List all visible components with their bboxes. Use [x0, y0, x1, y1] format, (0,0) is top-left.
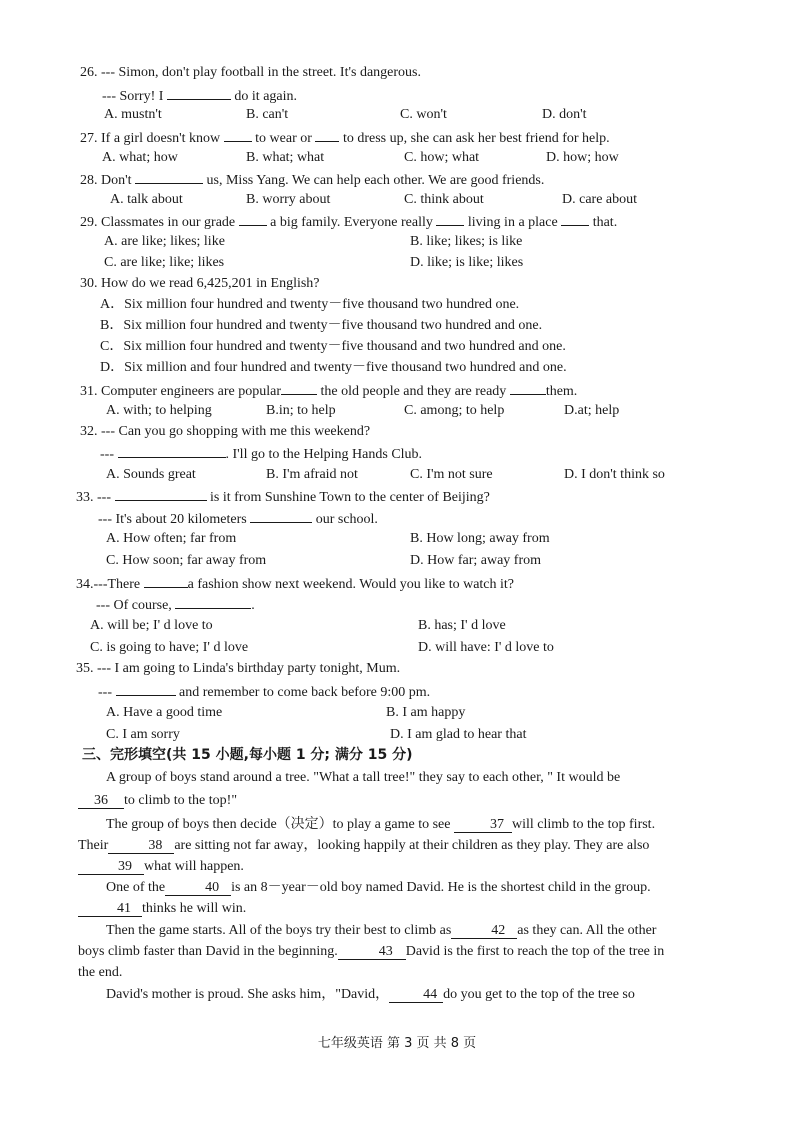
- question-35-reply: --- and remember to come back before 9:00 pm.: [98, 682, 430, 702]
- option-26-d: D. don't: [542, 107, 587, 122]
- option-31-a: A. with; to helping: [106, 403, 212, 418]
- option-26-c: C. won't: [400, 107, 447, 122]
- option-30-c: C．Six million four hundred and twenty－five thousand and two hundred and one.: [100, 339, 566, 354]
- cloze-blank-42: 42: [451, 924, 517, 939]
- cloze-paragraph-4: Then the game starts. All of the boys try their best to climb as 42 as they can. All the other boys climb faster than David in the beginning. 43 David is the first to reach the top of the tree in the end.: [78, 923, 665, 980]
- option-35-c: C. I am sorry: [106, 727, 180, 742]
- option-33-a: A. How often; far from: [106, 531, 237, 546]
- option-35-d: D. I am glad to hear that: [390, 727, 527, 742]
- option-32-d: D. I don't think so: [564, 467, 665, 482]
- option-31-c: C. among; to help: [404, 403, 505, 418]
- question-32-stem: 32. --- Can you go shopping with me this weekend?: [80, 424, 371, 439]
- option-31-d: D.at; help: [564, 403, 620, 418]
- option-32-b: B. I'm afraid not: [266, 467, 358, 482]
- option-34-d: D. will have: I' d love to: [418, 640, 554, 655]
- cloze-blank-43: 43: [338, 945, 406, 960]
- question-33-reply: --- It's about 20 kilometers our school.: [98, 509, 378, 529]
- cloze-blank-38: 38: [108, 839, 174, 854]
- section-title: 三、完形填空(共 15 小题,每小题 1 分; 满分 15 分): [82, 747, 413, 763]
- question-30-stem: 30. How do we read 6,425,201 in English?: [80, 276, 320, 291]
- page-footer: 七年级英语 第 3 页 共 8 页: [317, 1036, 477, 1051]
- option-34-c: C. is going to have; I' d love: [90, 640, 249, 655]
- option-32-c: C. I'm not sure: [410, 467, 493, 482]
- cloze-paragraph-1b: 36 to climb to the top!": [78, 790, 674, 811]
- option-29-d: D. like; is like; likes: [410, 255, 524, 270]
- option-27-d: D. how; how: [546, 150, 619, 165]
- option-29-b: B. like; likes; is like: [410, 234, 523, 249]
- question-29-stem: 29. Classmates in our grade a big family. Everyone really living in a place that.: [80, 212, 617, 232]
- cloze-blank-40: 40: [165, 881, 231, 896]
- option-33-c: C. How soon; far away from: [106, 553, 267, 568]
- option-30-a: A．Six million four hundred and twenty－five thousand two hundred one.: [100, 297, 520, 312]
- cloze-paragraph-2: The group of boys then decide（决定）to play a game to see 37 will climb to the top first. Their 38 are sitting not far away，looking happily at their children as they play. They are also39 what will happen.: [78, 817, 656, 874]
- question-26-stem: 26. --- Simon, don't play football in the street. It's dangerous.: [80, 65, 421, 80]
- question-35-stem: 35. --- I am going to Linda's birthday party tonight, Mum.: [76, 661, 401, 676]
- option-30-b: B．Six million four hundred and twenty－five thousand two hundred and one.: [100, 318, 543, 333]
- option-27-a: A. what; how: [102, 150, 178, 165]
- question-28-stem: 28. Don't us, Miss Yang. We can help each other. We are good friends.: [80, 170, 544, 190]
- question-27-stem: 27. If a girl doesn't know to wear or to dress up, she can ask her best friend for help.: [80, 128, 610, 148]
- cloze-paragraph-3: One of the 40 is an 8－year－old boy named David. He is the shortest child in the group.41 thinks he will win.: [78, 877, 674, 919]
- question-32-reply: --- . I'll go to the Helping Hands Club.: [100, 444, 422, 464]
- question-33-stem: 33. --- is it from Sunshine Town to the center of Beijing?: [76, 487, 490, 507]
- option-28-d: D. care about: [562, 192, 638, 207]
- option-33-d: D. How far; away from: [410, 553, 542, 568]
- option-35-b: B. I am happy: [386, 705, 466, 720]
- option-26-b: B. can't: [246, 107, 289, 122]
- cloze-blank-36: 36: [78, 794, 124, 809]
- option-26-a: A. mustn't: [104, 107, 162, 122]
- option-30-d: D．Six million and four hundred and twenty－five thousand two hundred and one.: [100, 360, 567, 375]
- question-26-reply: --- Sorry! I do it again.: [102, 86, 297, 106]
- option-27-b: B. what; what: [246, 150, 325, 165]
- option-33-b: B. How long; away from: [410, 531, 550, 546]
- option-29-a: A. are like; likes; like: [104, 234, 225, 249]
- cloze-blank-39: 39: [78, 860, 144, 875]
- cloze-blank-41: 41: [78, 902, 142, 917]
- cloze-paragraph-1: A group of boys stand around a tree. "What a tall tree!" they say to each other, " It would be: [106, 770, 621, 785]
- cloze-blank-37: 37: [454, 818, 512, 833]
- question-31-stem: 31. Computer engineers are popular the old people and they are ready them.: [80, 381, 577, 401]
- option-27-c: C. how; what: [404, 150, 480, 165]
- option-31-b: B.in; to help: [266, 403, 336, 418]
- option-29-c: C. are like; like; likes: [104, 255, 225, 270]
- cloze-paragraph-5: David's mother is proud. She asks him，"David， 44 do you get to the top of the tree so: [106, 987, 635, 1002]
- option-28-c: C. think about: [404, 192, 484, 207]
- option-35-a: A. Have a good time: [106, 705, 223, 720]
- question-34-reply: --- Of course, .: [96, 595, 255, 615]
- question-34-stem: 34.---There a fashion show next weekend. Would you like to watch it?: [76, 574, 514, 594]
- option-28-b: B. worry about: [246, 192, 331, 207]
- option-34-a: A. will be; I' d love to: [90, 618, 213, 633]
- option-34-b: B. has; I' d love: [418, 618, 506, 633]
- option-32-a: A. Sounds great: [106, 467, 196, 482]
- option-28-a: A. talk about: [110, 192, 183, 207]
- cloze-blank-44: 44: [389, 988, 443, 1003]
